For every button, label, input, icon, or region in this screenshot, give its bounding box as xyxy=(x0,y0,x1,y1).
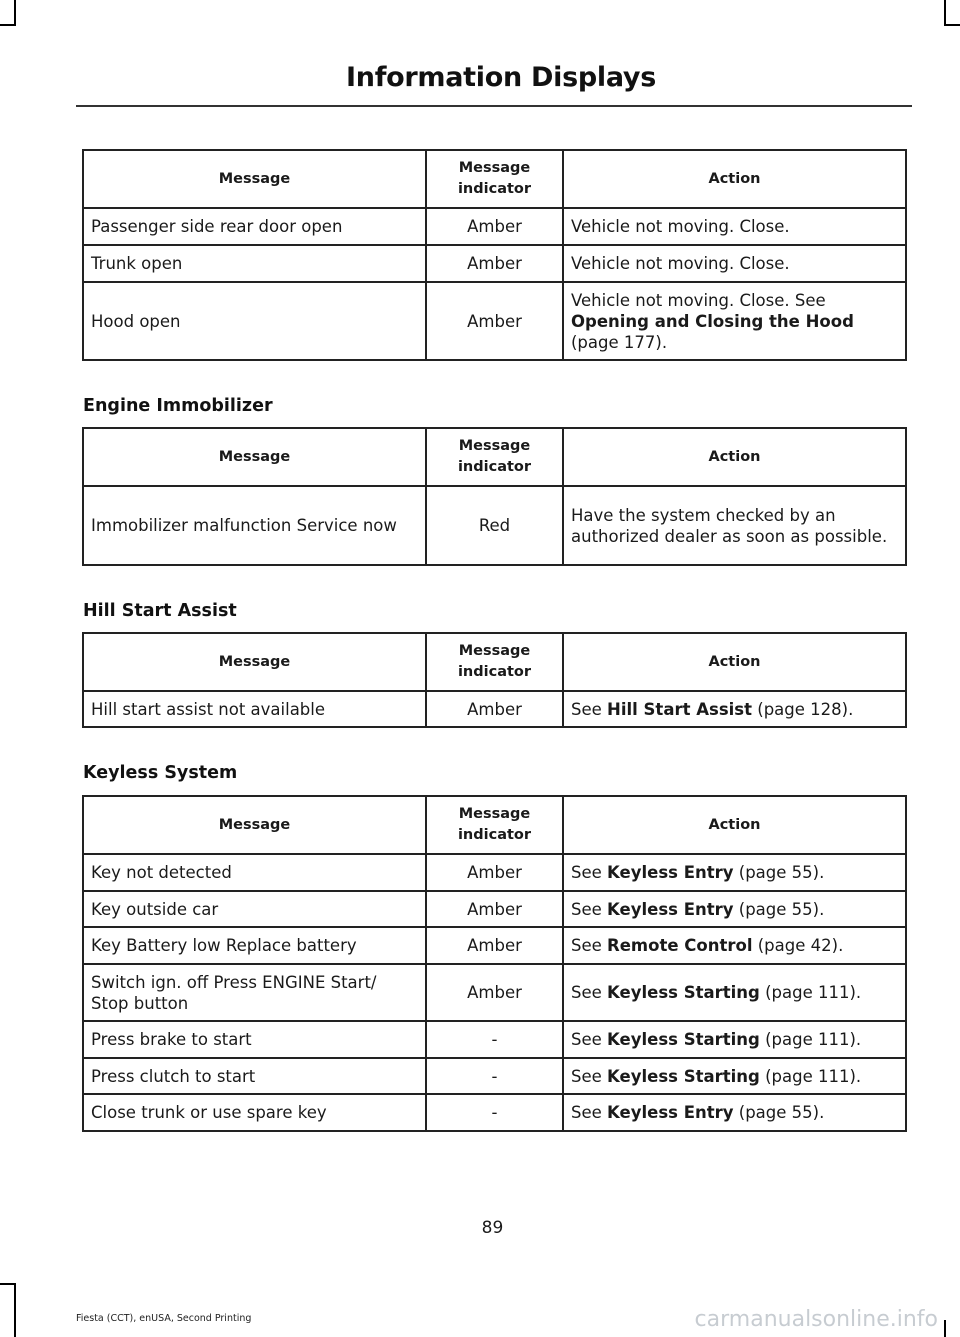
page-number: 89 xyxy=(481,1218,504,1238)
page-reference-link[interactable]: Keyless Starting xyxy=(607,1066,760,1086)
indicator-cell: Amber xyxy=(426,282,563,360)
indicator-cell: Amber xyxy=(426,854,563,891)
message-cell: Key Battery low Replace battery xyxy=(83,927,426,964)
indicator-cell: Red xyxy=(426,486,563,565)
crop-mark-bottom-left-h xyxy=(0,1283,16,1285)
message-cell: Press brake to start xyxy=(83,1021,426,1058)
message-cell: Key not detected xyxy=(83,854,426,891)
indicator-cell: Amber xyxy=(426,927,563,964)
crop-mark-bottom-left xyxy=(14,1283,16,1337)
action-cell: See Keyless Starting (page 111). xyxy=(563,964,906,1021)
message-cell: Hill start assist not available xyxy=(83,691,426,727)
table-row xyxy=(83,486,906,565)
message-cell: Key outside car xyxy=(83,891,426,927)
page-reference-link[interactable]: Keyless Starting xyxy=(607,983,760,1002)
action-cell: Vehicle not moving. Close. See Opening and Closing the Hood (page 177). xyxy=(563,282,906,360)
section-title-hill-start-assist: Hill Start Assist xyxy=(83,601,237,621)
crop-mark-top-right-h xyxy=(944,24,960,26)
column-header-action: Action xyxy=(563,796,906,854)
engine-immobilizer-table xyxy=(82,427,907,566)
indicator-cell: - xyxy=(426,1058,563,1094)
action-cell: See Hill Start Assist (page 128). xyxy=(563,691,906,727)
indicator-cell: Amber xyxy=(426,691,563,727)
table-row xyxy=(83,891,906,927)
page-reference-link[interactable]: Keyless Entry xyxy=(607,1103,734,1122)
table-row xyxy=(83,1094,906,1131)
page-reference-link[interactable]: Keyless Entry xyxy=(607,899,734,919)
crop-mark-top-right xyxy=(944,0,946,26)
page-header-title: Information Displays xyxy=(346,62,656,93)
crop-mark-top-left-h xyxy=(0,24,16,26)
column-header-action: Action xyxy=(563,428,906,486)
message-cell: Immobilizer malfunction Service now xyxy=(83,486,426,565)
action-cell: Vehicle not moving. Close. xyxy=(563,208,906,245)
crop-mark-top-left xyxy=(14,0,16,26)
hill-start-assist-table xyxy=(82,632,907,728)
page-reference-link[interactable]: Hill Start Assist xyxy=(607,699,753,719)
action-cell: See Keyless Entry (page 55). xyxy=(563,891,906,927)
column-header-action: Action xyxy=(563,150,906,208)
action-cell: See Remote Control (page 42). xyxy=(563,927,906,964)
page-reference-link[interactable]: Remote Control xyxy=(607,936,753,955)
message-cell: Switch ign. off Press ENGINE Start/ Stop button xyxy=(83,964,426,1021)
section-title-keyless-system: Keyless System xyxy=(83,763,238,783)
message-cell: Close trunk or use spare key xyxy=(83,1094,426,1131)
table-row xyxy=(83,964,906,1021)
crop-mark-bottom-right xyxy=(944,1320,946,1337)
doors-table xyxy=(82,149,907,361)
column-header-message: Message xyxy=(83,428,426,486)
column-header-action: Action xyxy=(563,633,906,691)
column-header-message: Message xyxy=(83,796,426,854)
indicator-cell: Amber xyxy=(426,208,563,245)
column-header-indicator: Message indicator xyxy=(426,633,563,691)
header-divider xyxy=(76,105,912,107)
column-header-indicator: Message indicator xyxy=(426,796,563,854)
action-cell: Have the system checked by an authorized dealer as soon as possible. xyxy=(563,486,906,565)
page-reference-link[interactable]: Keyless Starting xyxy=(607,1030,760,1049)
column-header-indicator: Message indicator xyxy=(426,150,563,208)
table-header-row xyxy=(83,150,906,208)
watermark: carmanualsonline.info xyxy=(694,1307,938,1332)
table-row xyxy=(83,854,906,891)
column-header-message: Message xyxy=(83,150,426,208)
indicator-cell: Amber xyxy=(426,891,563,927)
action-cell: See Keyless Starting (page 111). xyxy=(563,1058,906,1094)
page-reference-link[interactable]: Opening and Closing the Hood xyxy=(571,311,854,331)
indicator-cell: - xyxy=(426,1021,563,1058)
table-row xyxy=(83,245,906,282)
section-title-engine-immobilizer: Engine Immobilizer xyxy=(83,396,273,416)
table-row xyxy=(83,691,906,727)
message-cell: Trunk open xyxy=(83,245,426,282)
column-header-indicator: Message indicator xyxy=(426,428,563,486)
table-header-row xyxy=(83,428,906,486)
table-row xyxy=(83,1058,906,1094)
table-header-row xyxy=(83,633,906,691)
message-cell: Hood open xyxy=(83,282,426,360)
table-row xyxy=(83,208,906,245)
keyless-system-table xyxy=(82,795,907,1132)
indicator-cell: - xyxy=(426,1094,563,1131)
message-cell: Passenger side rear door open xyxy=(83,208,426,245)
page-reference-link[interactable]: Keyless Entry xyxy=(607,863,734,882)
footer-text: Fiesta (CCT), enUSA, Second Printing xyxy=(76,1313,252,1324)
table-row xyxy=(83,1021,906,1058)
indicator-cell: Amber xyxy=(426,964,563,1021)
action-cell: See Keyless Starting (page 111). xyxy=(563,1021,906,1058)
table-row xyxy=(83,927,906,964)
action-cell: See Keyless Entry (page 55). xyxy=(563,854,906,891)
table-row xyxy=(83,282,906,360)
table-header-row xyxy=(83,796,906,854)
indicator-cell: Amber xyxy=(426,245,563,282)
action-cell: See Keyless Entry (page 55). xyxy=(563,1094,906,1131)
action-cell: Vehicle not moving. Close. xyxy=(563,245,906,282)
message-cell: Press clutch to start xyxy=(83,1058,426,1094)
column-header-message: Message xyxy=(83,633,426,691)
